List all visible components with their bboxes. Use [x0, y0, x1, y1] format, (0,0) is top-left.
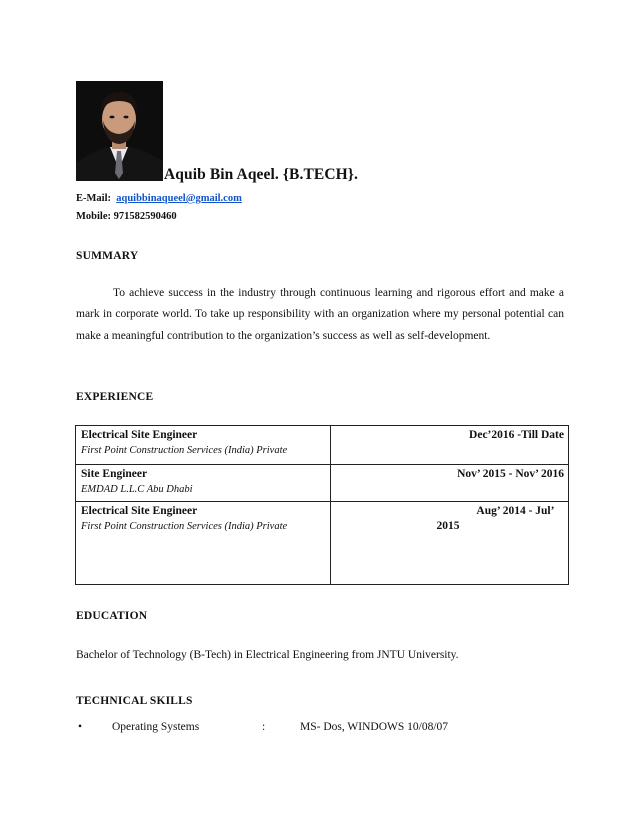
summary-text: To achieve success in the industry through continuous learning and rigorous effort and make a mark in corporate world. To take up responsibility with an organization where my personal potential can make a meaningful contribution to the organization’s success as well as self-development.	[76, 287, 564, 342]
profile-photo	[76, 81, 163, 181]
bullet-icon: •	[78, 721, 83, 733]
mobile-line	[76, 211, 177, 222]
table-row	[76, 465, 569, 502]
email-line	[76, 193, 242, 204]
job-company: First Point Construction Services (India) Private	[81, 521, 288, 532]
job-dates	[436, 504, 554, 534]
job-dates-line1: Aug’ 2014 - Jul’	[476, 505, 555, 517]
experience-heading: EXPERIENCE	[76, 391, 154, 403]
email-link[interactable]: aquibbinaqueel@gmail.com	[116, 193, 242, 204]
mobile-label: Mobile:	[76, 211, 111, 222]
skill-separator: :	[262, 721, 266, 733]
experience-table	[75, 425, 569, 585]
job-dates: Dec’2016 -Till Date	[469, 429, 564, 441]
job-dates: Nov’ 2015 - Nov’ 2016	[457, 468, 564, 480]
mobile-number: 971582590460	[113, 211, 177, 222]
education-heading: EDUCATION	[76, 610, 148, 622]
candidate-name: Aquib Bin Aqeel. {B.TECH}.	[164, 166, 358, 183]
job-role: Electrical Site Engineer	[81, 505, 198, 517]
education-text: Bachelor of Technology (B-Tech) in Electrical Engineering from JNTU University.	[76, 649, 459, 661]
skill-label: Operating Systems	[112, 721, 200, 733]
email-label: E-Mail:	[76, 193, 111, 204]
job-dates-line2: 2015	[436, 520, 460, 532]
summary-heading: SUMMARY	[76, 250, 139, 262]
job-role: Electrical Site Engineer	[81, 429, 198, 441]
job-company: First Point Construction Services (India) Private	[81, 445, 288, 456]
skill-value: MS- Dos, WINDOWS 10/08/07	[300, 721, 449, 733]
table-row	[76, 502, 569, 585]
skills-heading: TECHNICAL SKILLS	[76, 695, 193, 707]
table-row	[76, 426, 569, 465]
job-company: EMDAD L.L.C Abu Dhabi	[81, 484, 193, 495]
job-role: Site Engineer	[81, 468, 148, 480]
